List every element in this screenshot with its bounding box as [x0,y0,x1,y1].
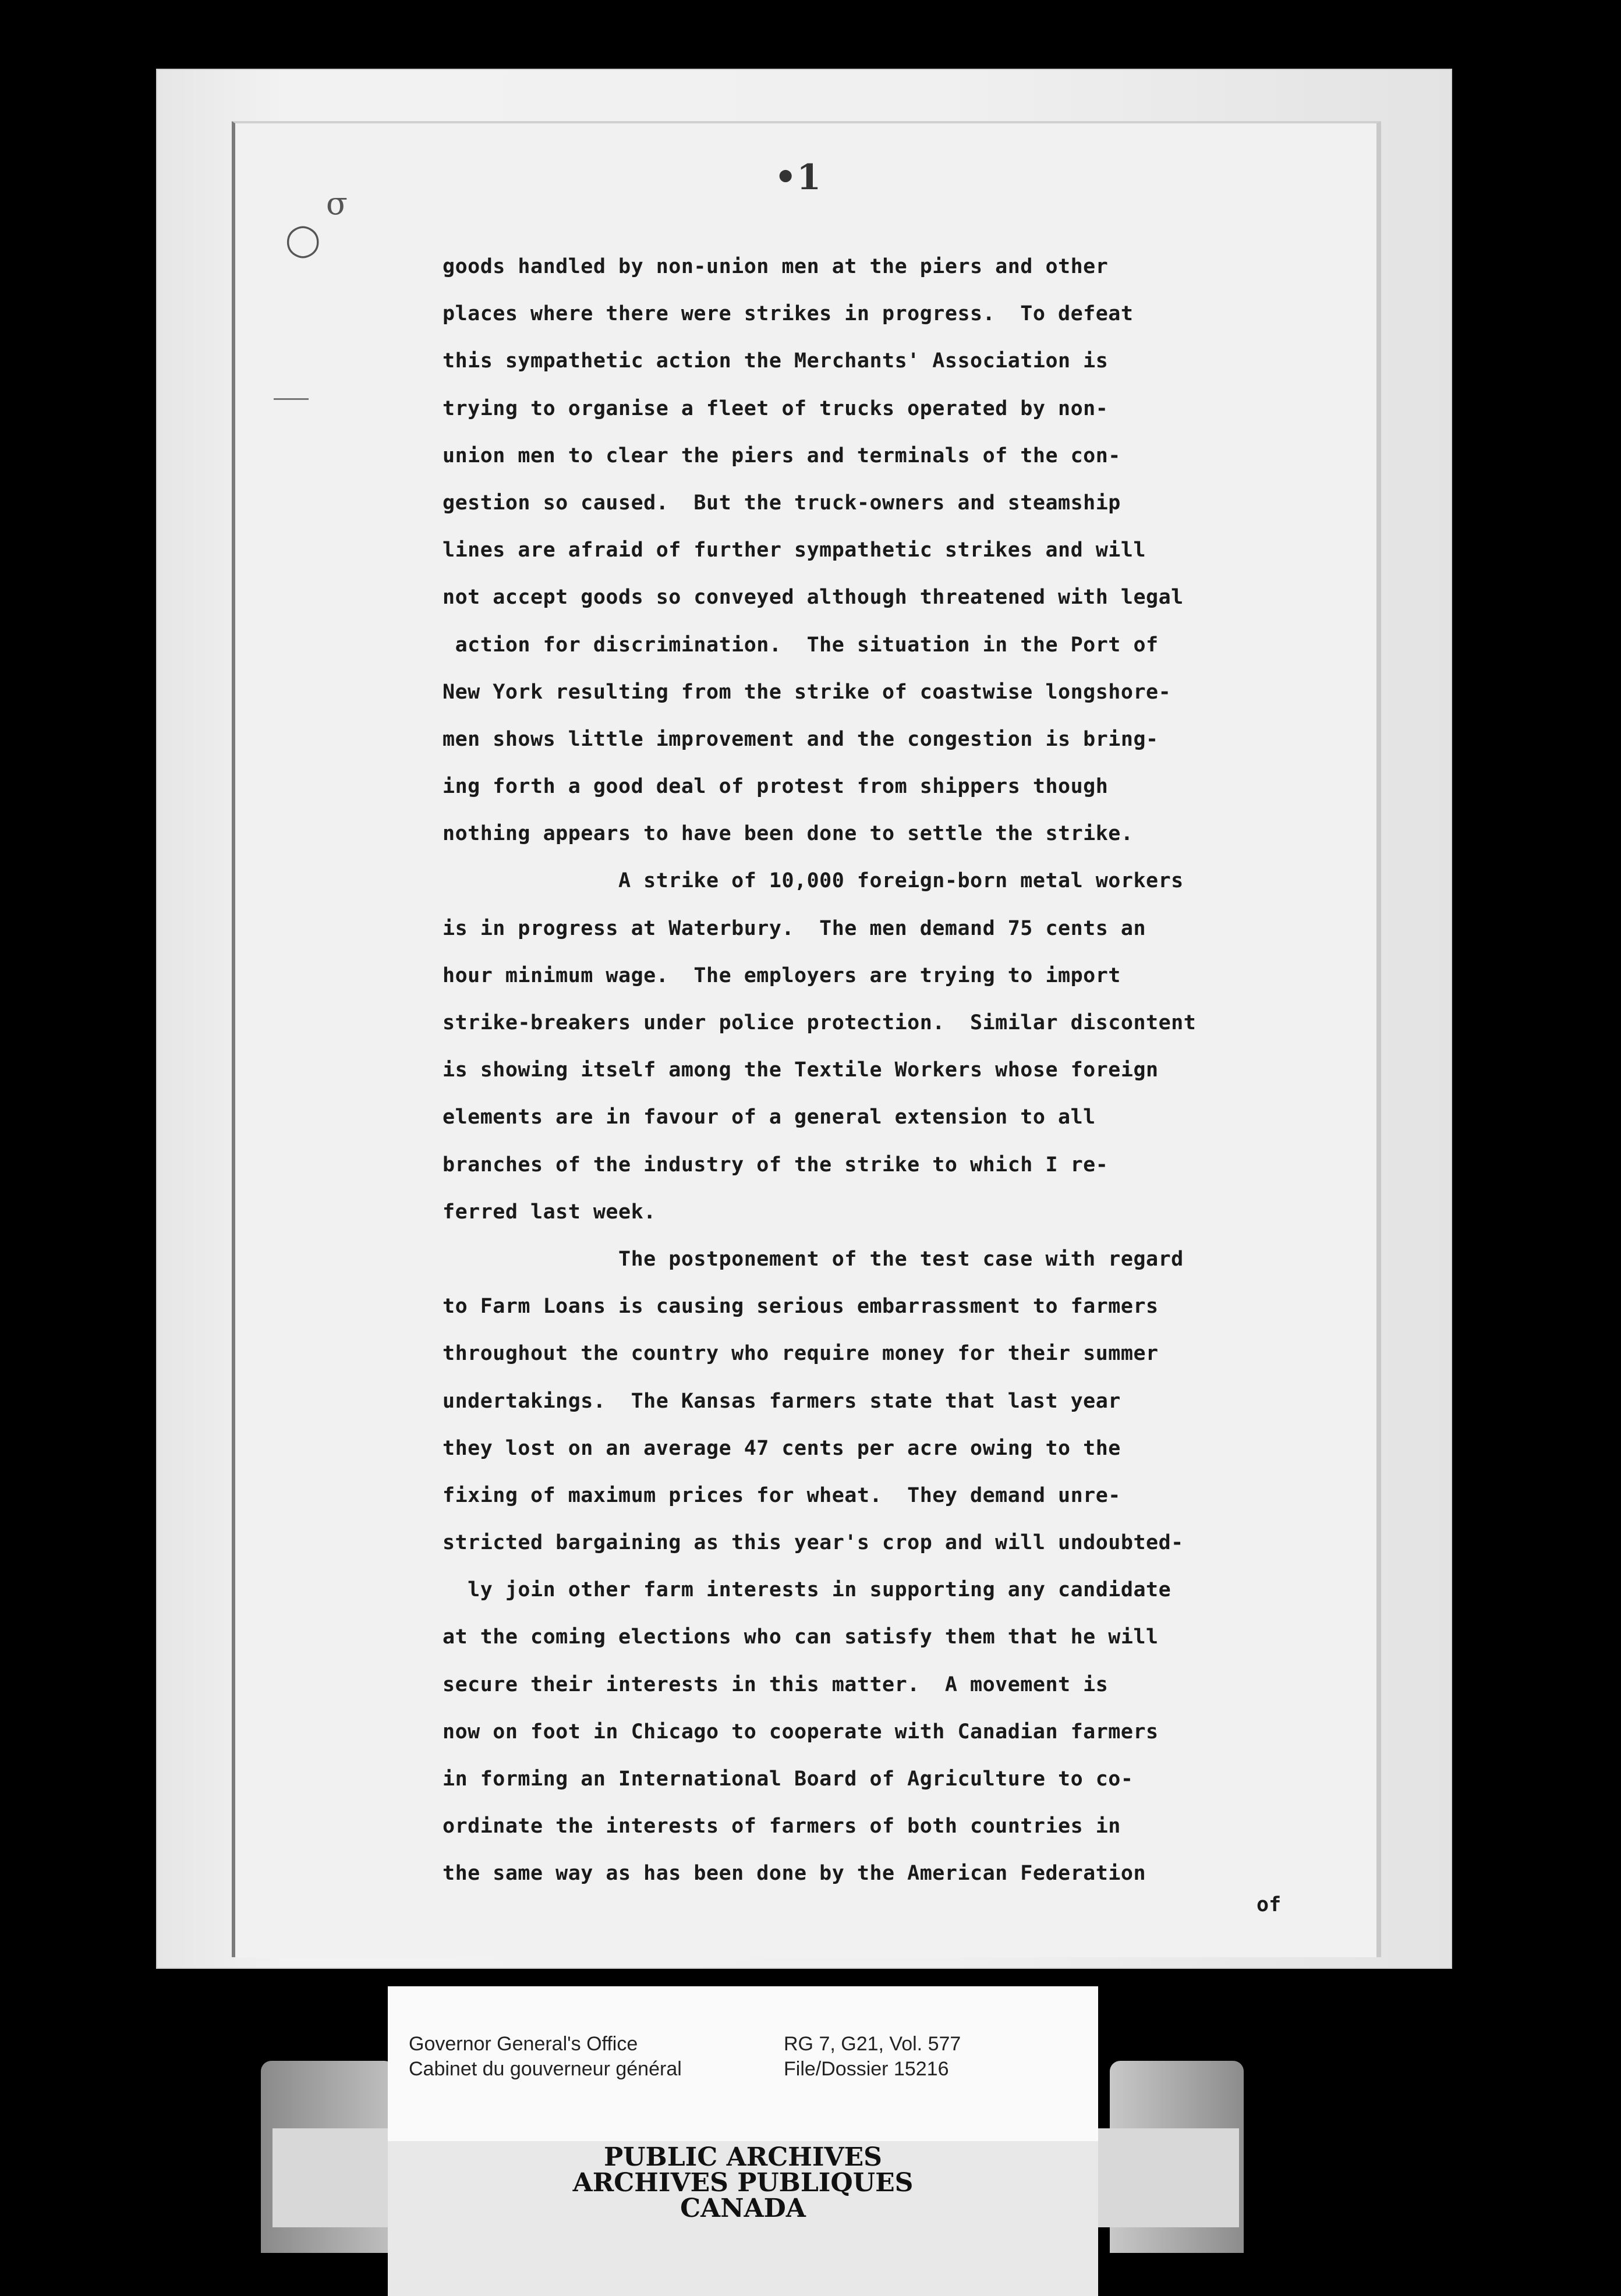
text-line: now on foot in Chicago to cooperate with Canadian farmers [443,1720,1159,1744]
text-line: this sympathetic action the Merchants' Association is [443,349,1109,373]
text-line: to Farm Loans is causing serious embarrassment to farmers [443,1295,1159,1319]
label-office-en: Governor General's Office [409,2033,638,2055]
text-line: throughout the country who require money for their summer [443,1342,1159,1366]
text-line: gestion so caused. But the truck-owners and steamship [443,491,1121,515]
corner-mark-circle: ◯ [285,221,321,258]
page-mark: •1 [774,157,822,198]
text-line: is in progress at Waterbury. The men demand 75 cents an [443,916,1146,940]
text-line: ly join other farm interests in supporting any candidate [443,1578,1171,1602]
catchword: of [1257,1893,1282,1916]
text-line: New York resulting from the strike of coastwise longshore- [443,680,1171,704]
label-office-fr: Cabinet du gouverneur général [409,2058,682,2080]
label-office [409,2032,682,2082]
text-line: goods handled by non-union men at the piers and other [443,255,1109,278]
text-line: secure their interests in this matter. A movement is [443,1673,1109,1696]
text-line: elements are in favour of a general extension to all [443,1106,1096,1129]
stamp-line-en: PUBLIC ARCHIVES [604,2142,882,2172]
text-line: undertakings. The Kansas farmers state that last year [443,1389,1121,1413]
text-line: lines are afraid of further sympathetic strikes and will [443,538,1146,562]
text-line: fixing of maximum prices for wheat. They demand unre- [443,1483,1121,1507]
label-file-number: File/Dossier 15216 [784,2058,949,2080]
text-line: ferred last week. [443,1200,656,1224]
text-line: is showing itself among the Textile Workers whose foreign [443,1058,1159,1082]
text-line: union men to clear the piers and terminals of the con- [443,444,1121,467]
text-line: nothing appears to have been done to settle the strike. [443,822,1134,846]
corner-mark-top: σ [326,185,348,222]
typed-text-block [443,243,1293,1898]
text-line: A strike of 10,000 foreign-born metal workers [443,869,1184,893]
label-record-group: RG 7, G21, Vol. 577 [784,2033,961,2055]
text-line: men shows little improvement and the congestion is bring- [443,727,1159,751]
archive-label [388,1986,1098,2141]
text-line: ordinate the interests of farmers of both countries in [443,1815,1121,1838]
text-line: hour minimum wage. The employers are trying to import [443,963,1121,987]
text-line: strike-breakers under police protection. Similar discontent [443,1011,1197,1034]
text-line: ing forth a good deal of protest from shippers though [443,775,1109,799]
text-line: trying to organise a fleet of trucks operated by non- [443,396,1109,420]
text-line: branches of the industry of the strike to which I re- [443,1153,1109,1177]
stamp-line-country: CANADA [680,2194,806,2223]
text-line: the same way as has been done by the American Federation [443,1862,1146,1886]
text-line: they lost on an average 47 cents per acre owing to the [443,1436,1121,1460]
text-line: not accept goods so conveyed although threatened with legal [443,586,1184,610]
text-line: stricted bargaining as this year's crop and will undoubted- [443,1531,1184,1555]
text-line: action for discrimination. The situation in the Port of [443,633,1159,657]
margin-tick [274,398,309,400]
text-line: at the coming elections who can satisfy them that he will [443,1625,1159,1649]
archives-stamp [388,2142,1098,2223]
text-line: in forming an International Board of Agriculture to co- [443,1767,1134,1791]
stamp-line-fr: ARCHIVES PUBLIQUES [572,2168,914,2198]
text-line: The postponement of the test case with regard [443,1247,1184,1271]
text-line: places where there were strikes in progress. To defeat [443,302,1134,326]
label-reference [784,2032,961,2082]
